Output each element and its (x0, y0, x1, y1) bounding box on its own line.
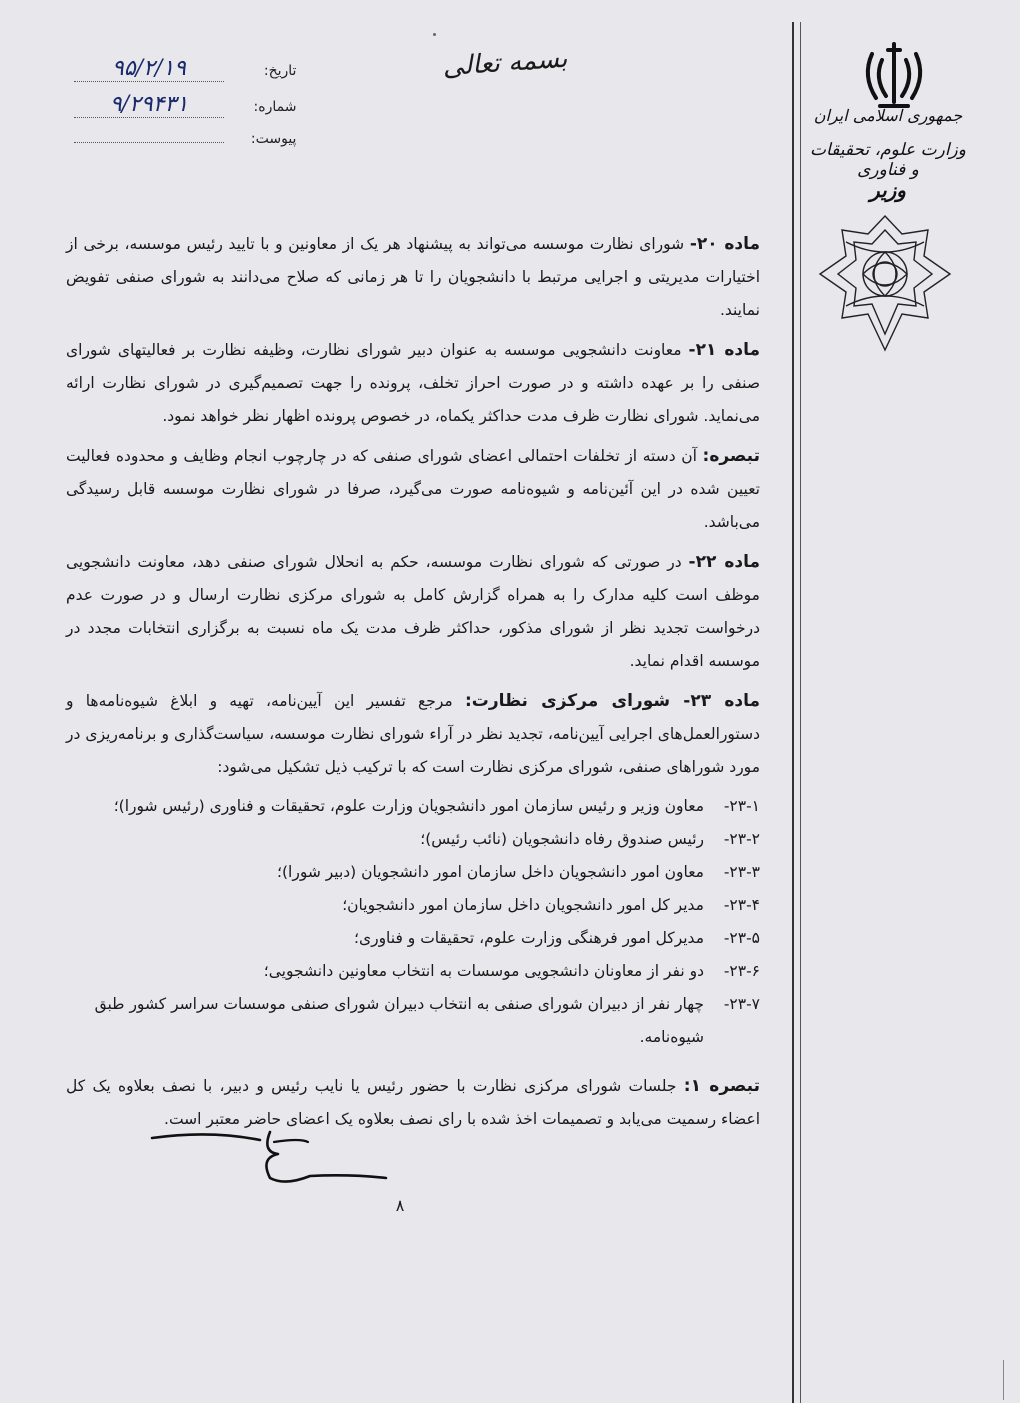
article-text: معاونت دانشجویی موسسه به عنوان دبیر شورای نظارت، وظیفه نظارت بر فعالیتهای شورای صنفی را بر عهده داشته و در صورت احراز تخلف، پرونده را جهت تصمیم‌گیری در شورای نظارت ارائه می‌نماید. شورای نظارت ظرف مدت حداکثر یکماه، در خصوص پرونده اظهار نظر خواهد نمود. (66, 341, 760, 425)
office-name: وزیر (870, 178, 906, 202)
margin-rule (792, 22, 794, 1403)
article-23 (66, 685, 760, 784)
list-item (66, 790, 760, 823)
article-22 (66, 546, 760, 678)
article-title: ماده ۲۳- شورای مرکزی نظارت: (464, 691, 760, 711)
ornament-icon (816, 212, 954, 354)
ministry-name: وزارت علوم، تحقیقات و فناوری (810, 140, 966, 180)
article-text: شورای نظارت موسسه می‌تواند به پیشنهاد هر یک از معاونین و با تایید رئیس موسسه، برخی از اختیارات مدیریتی و اجرایی مرتبط با دانشجویان را تا هر زمانی که صلاح می‌دانند به شورای صنفی تفویض نمایند. (66, 235, 760, 319)
list-item-text: رئیس صندوق رفاه دانشجویان (نائب رئیس)؛ (420, 830, 704, 848)
date-label: تاریخ: (263, 63, 297, 79)
list-item-number: ۲۳-۶- (723, 962, 760, 980)
list-item (66, 889, 760, 922)
signature-mark (150, 1128, 390, 1188)
list-item-number: ۲۳-۳- (723, 863, 760, 881)
bismillah-heading: بسمه تعالی (441, 43, 569, 83)
list-item-number: ۲۳-۲- (723, 830, 760, 848)
article-text: آن دسته از تخلفات احتمالی اعضای شورای صنفی که در چارچوب انجام وظایف و محدوده فعالیت تعیین شده در این آئین‌نامه و شیوه‌نامه صورت می‌گیرد، صرفا در شورای نظارت موسسه قابل رسیدگی می‌باشد. (66, 447, 760, 531)
list-item (66, 955, 760, 988)
list-item (66, 922, 760, 955)
number-label: شماره: (253, 99, 297, 115)
article-title: ماده ۲۲- (688, 552, 760, 572)
list-item-number: ۲۳-۴- (723, 896, 760, 914)
list-item-text: معاون وزیر و رئیس سازمان امور دانشجویان وزارت علوم، تحقیقات و فناوری (رئیس شورا)؛ (113, 797, 704, 815)
list-item-number: ۲۳-۷- (723, 995, 760, 1013)
list-item-text: معاون امور دانشجویان داخل سازمان امور دانشجویان (دبیر شورا)؛ (277, 863, 704, 881)
attachment-label: پیوست: (250, 131, 297, 147)
scan-speck (433, 33, 436, 36)
note-title: تبصره ۱: (683, 1076, 760, 1096)
list-item (66, 823, 760, 856)
attachment-value (74, 128, 224, 143)
note-1-paragraph (66, 1070, 760, 1136)
number-value: ۹/۲۹۴۳۱ (74, 92, 224, 118)
list-item-text: دو نفر از معاونان دانشجویی موسسات به انتخاب معاونین دانشجویی؛ (263, 962, 704, 980)
article-text: در صورتی که شورای نظارت موسسه، حکم به انحلال شورای صنفی دهد، معاونت دانشجویی موظف است کلیه مدارک را به همراه گزارش کامل به شورای مرکزی نظارت ارسال و در صورت عدم درخواست تجدید نظر از شورای مذکور، حداکثر ظرف مدت یک ماه نسبت به برگزاری انتخابات مجدد در موسسه اقدام نماید. (66, 553, 760, 670)
article-title: ماده ۲۰- (689, 234, 760, 254)
date-row (74, 56, 296, 82)
page-number: ۸ (395, 1196, 405, 1215)
margin-rule-inner (800, 22, 801, 1403)
article-20 (66, 228, 760, 327)
article-title: تبصره: (702, 446, 760, 466)
list-item-number: ۲۳-۵- (723, 929, 760, 947)
note-article-21 (66, 440, 760, 539)
article-title: ماده ۲۱- (688, 340, 760, 360)
list-item-text: چهار نفر از دبیران شورای صنفی به انتخاب دبیران شورای صنفی موسسات سراسر کشور طبق شیوه‌نامه. (94, 995, 704, 1046)
attachment-row (74, 128, 296, 147)
number-row (74, 92, 296, 118)
list-item-text: مدیر کل امور دانشجویان داخل سازمان امور دانشجویان؛ (342, 896, 704, 914)
list-item (66, 856, 760, 889)
note-text: جلسات شورای مرکزی نظارت با حضور رئیس یا نایب رئیس و دبیر، با نصف بعلاوه یک کل اعضاء رسمیت می‌یابد و تصمیمات اخذ شده با رای نصف بعلاوه یک اعضای حاضر معتبر است. (66, 1077, 760, 1128)
list-item-text: مدیرکل امور فرهنگی وزارت علوم، تحقیقات و فناوری؛ (354, 929, 704, 947)
members-list (66, 790, 760, 1054)
country-name: جمهوری اسلامی ایران (813, 106, 963, 125)
edge-mark (1003, 1360, 1004, 1400)
date-value: ۹۵/۲/۱۹ (74, 56, 224, 82)
article-text: مرجع تفسیر این آیین‌نامه، تهیه و ابلاغ شیوه‌نامه‌ها و دستورالعمل‌های اجرایی آیین‌نامه، تجدید نظر در آراء شورای نظارت موسسه، سیاست‌گذاری و برنامه‌ریزی در مورد شوراهای صنفی، شورای مرکزی نظارت است که با ترکیب ذیل تشکیل می‌شود: (66, 692, 760, 776)
article-21 (66, 334, 760, 433)
list-item (66, 988, 760, 1054)
articles-body (66, 228, 760, 791)
emblem-icon (858, 36, 930, 116)
list-item-number: ۲۳-۱- (723, 797, 760, 815)
